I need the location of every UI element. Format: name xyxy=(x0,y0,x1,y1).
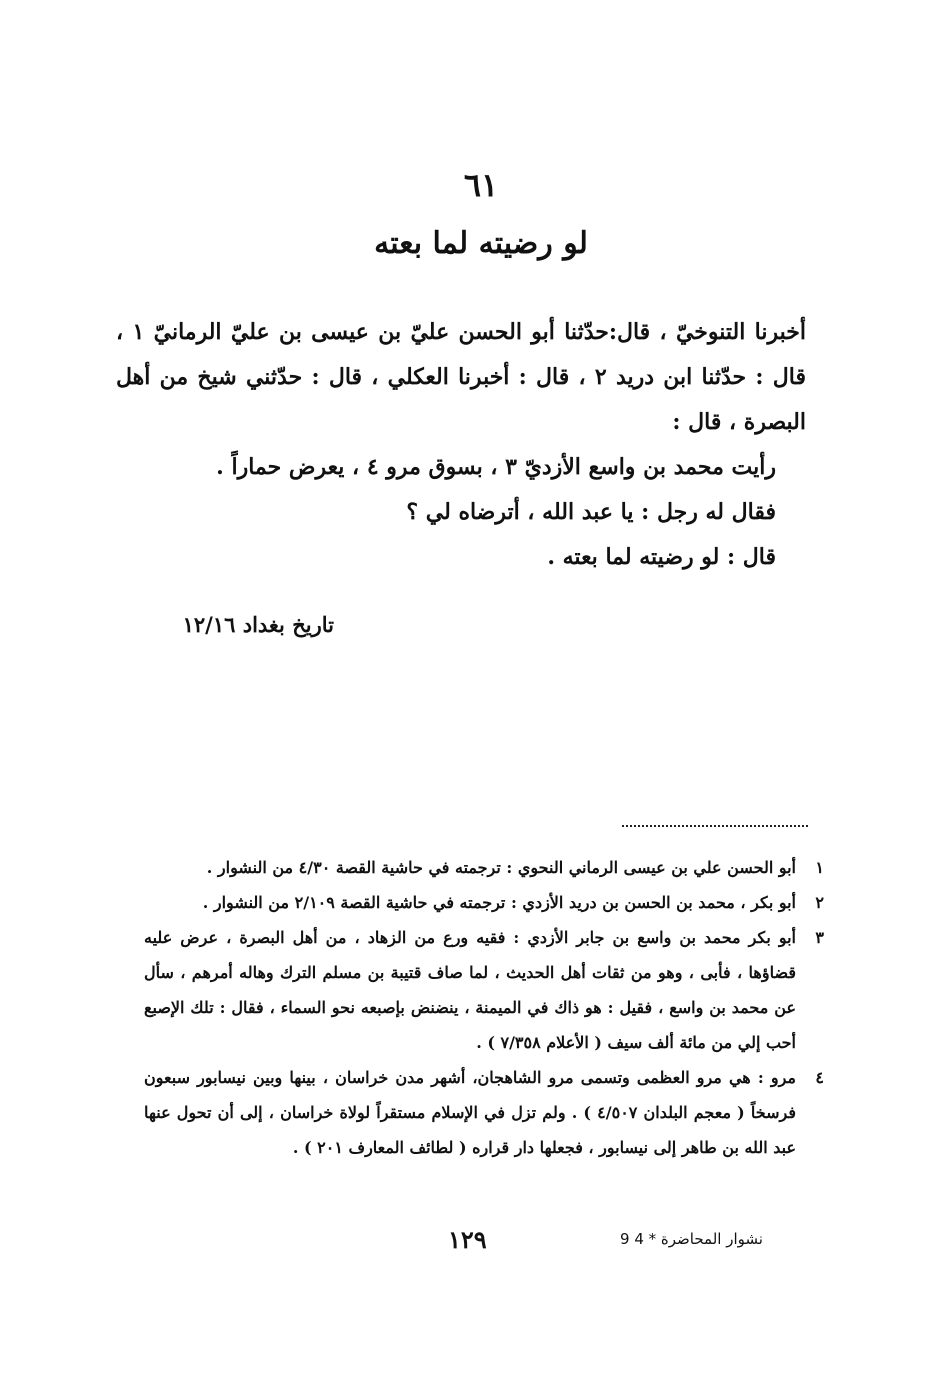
footnote-item xyxy=(144,920,824,1060)
footnote-text: أبو بكر ، محمد بن الحسن بن دريد الأزدي : ترجمته في حاشية القصة ٢/١٠٩ من النشوار . xyxy=(202,893,796,912)
page-number: ١٢٩ xyxy=(448,1225,487,1254)
isnad-paragraph: أخبرنا التنوخيّ ، قال:حدّثنا أبو الحسن عليّ بن عيسى بن عليّ الرمانيّ ١ ، قال : حدّثنا ابن دريد ٢ ، قال : أخبرنا العكلي ، قال : حدّثني شيخ من أهل البصرة ، قال : xyxy=(116,319,807,435)
story-line-2: فقال له رجل : يا عبد الله ، أترضاه لي ؟ xyxy=(406,499,776,525)
footnote-text: أبو بكر محمد بن واسع بن جابر الأزدي : فقيه ورع من الزهاد ، من أهل البصرة ، عرض عليه قضاؤها ، فأبى ، وهو من ثقات أهل الحديث ، لما صاف قتيبة بن مسلم الترك وهاله أمرهم ، سأل عن محمد بن واسع ، فقيل : هو ذاك في الميمنة ، ينضنض بإصبعه نحو السماء ، فقال : تلك الإصبع أحب إلي من مائة ألف سيف ( الأعلام ٧/٣٥٨ ) . xyxy=(144,928,796,1052)
story-line-3: قال : لو رضيته لما بعته . xyxy=(547,544,776,570)
footnote-number: ٤ xyxy=(815,1068,824,1087)
footnote-item xyxy=(144,885,824,920)
footnote-number: ٢ xyxy=(815,893,824,912)
story-number: ٦١ xyxy=(463,166,499,204)
footnote-number: ٣ xyxy=(815,928,824,947)
story-title: لو رضيته لما بعته xyxy=(374,226,588,261)
footnote-text: مرو : هي مرو العظمى وتسمى مرو الشاهجان، أشهر مدن خراسان ، بينها وبين نيسابور سبعون فرسخاً ( معجم البلدان ٤/٥٠٧ ) . ولم تزل في الإسلام مستقراً لولاة خراسان ، إلى أن تحول عنها عبد الله بن طاهر إلى نيسابور ، فجعلها دار قراره ( لطائف المعارف ٢٠١ ) . xyxy=(144,1068,796,1157)
footnote-item xyxy=(144,850,824,885)
printer-folio: 9 نشوار المحاضرة * 4 xyxy=(620,1230,763,1248)
source-citation: تاريخ بغداد ١٢/١٦ xyxy=(182,612,334,637)
footnote-item xyxy=(144,1060,824,1165)
footnotes xyxy=(144,850,824,1165)
footnote-number: ١ xyxy=(815,858,824,877)
footnote-separator xyxy=(622,825,808,827)
footnote-text: أبو الحسن علي بن عيسى الرماني النحوي : ترجمته في حاشية القصة ٤/٣٠ من النشوار . xyxy=(206,858,796,877)
story-body xyxy=(116,310,806,580)
story-line-1: رأيت محمد بن واسع الأزديّ ٣ ، بسوق مرو ٤ ، يعرض حماراً . xyxy=(216,454,776,480)
